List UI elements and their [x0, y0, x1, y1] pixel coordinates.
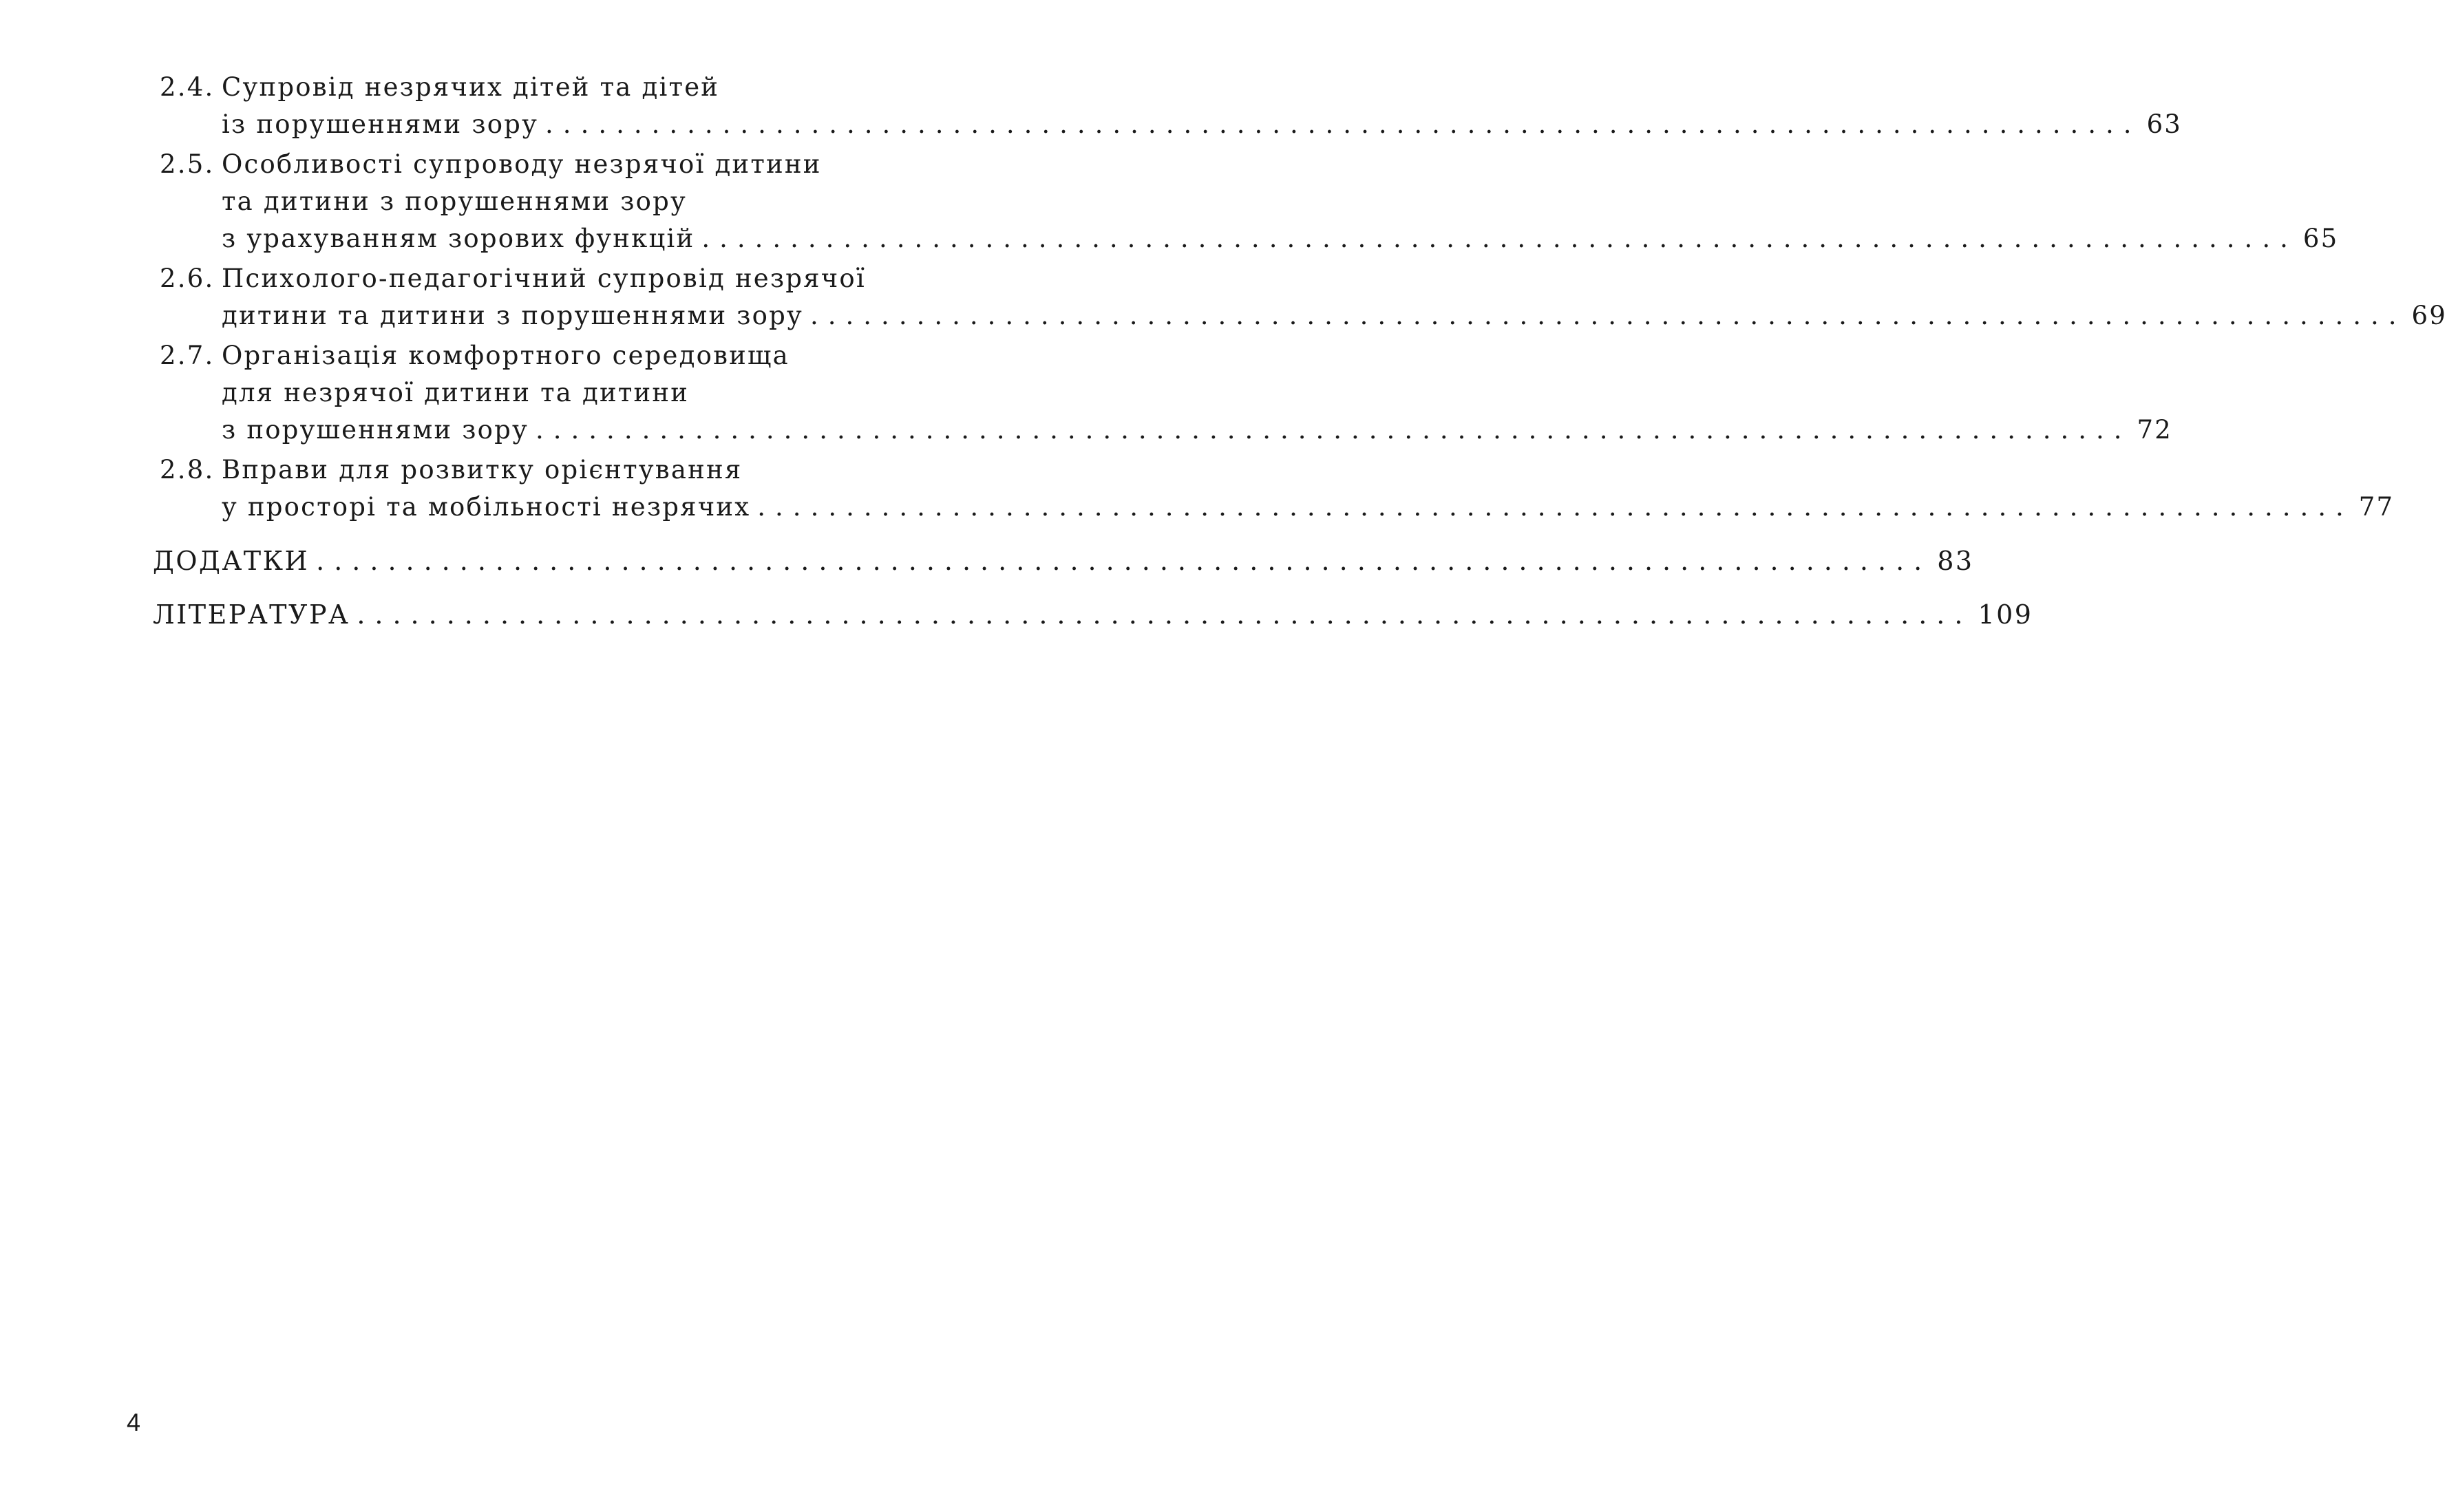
- toc-entry-2-8[interactable]: [153, 451, 2395, 526]
- dot-leader: ..........................................................................................: [757, 492, 2353, 522]
- dot-leader: ..........................................................................................: [316, 546, 1932, 576]
- toc-entry-number: 2.8.: [160, 455, 215, 485]
- toc-entry-title-line: Вправи для розвитку орієнтування: [222, 455, 743, 485]
- dot-leader: ..........................................................................................: [536, 415, 2132, 445]
- toc-entry-number: 2.5.: [160, 149, 215, 179]
- toc-page-number: 83: [1937, 546, 1974, 576]
- dot-leader: ..........................................................................................: [701, 224, 2298, 253]
- toc-entry-title-line: Організація комфортного середовища: [222, 341, 790, 370]
- toc-entry-literature[interactable]: [153, 596, 2033, 633]
- page-number: 4: [127, 1408, 141, 1436]
- toc-page-number: 63: [2146, 109, 2183, 139]
- toc-entry-appendices[interactable]: [153, 542, 1974, 579]
- toc-entry-title-line: із порушеннями зору: [222, 109, 539, 139]
- toc-entry-2-5[interactable]: [153, 146, 2339, 257]
- toc-entry-2-7[interactable]: [153, 337, 2173, 449]
- toc-entry-title-line: дитини та дитини з порушеннями зору: [222, 301, 804, 330]
- toc-page-number: 109: [1978, 599, 2033, 630]
- toc-entry-title-line: Супровід незрячих дітей та дітей: [222, 72, 720, 102]
- toc-entry-number: 2.4.: [160, 72, 215, 102]
- toc-entry-title-line: з урахуванням зорових функцій: [222, 224, 695, 253]
- toc-literature-title: ЛІТЕРАТУРА: [153, 599, 350, 630]
- dot-leader: ..........................................................................................: [545, 109, 2141, 139]
- toc-entry-title-line: Особливості супроводу незрячої дитини: [222, 149, 822, 179]
- toc-entry-number: 2.6.: [160, 264, 215, 293]
- toc-page-number: 69: [2411, 301, 2447, 330]
- toc-entry-title-line: з порушеннями зору: [222, 415, 529, 445]
- toc-entry-title-line: та дитини з порушеннями зору: [222, 187, 687, 216]
- toc-entry-2-6[interactable]: [153, 260, 2447, 334]
- dot-leader: ..........................................................................................: [810, 301, 2406, 330]
- toc-page-number: 65: [2302, 224, 2339, 253]
- toc-page-number: 72: [2137, 415, 2173, 445]
- toc-entry-2-4[interactable]: [153, 69, 2183, 143]
- toc-entry-title-line: для незрячої дитини та дитини: [222, 378, 690, 407]
- toc-entry-title-line: Психолого-педагогічний супровід незрячої: [222, 264, 866, 293]
- toc-entry-number: 2.7.: [160, 341, 215, 370]
- toc-page-number: 77: [2358, 492, 2395, 522]
- table-of-contents: [153, 69, 2447, 633]
- toc-appendices-title: ДОДАТКИ: [153, 546, 310, 576]
- dot-leader: ..........................................................................................: [357, 599, 1973, 630]
- toc-entry-title-line: у просторі та мобільності незрячих: [222, 492, 751, 522]
